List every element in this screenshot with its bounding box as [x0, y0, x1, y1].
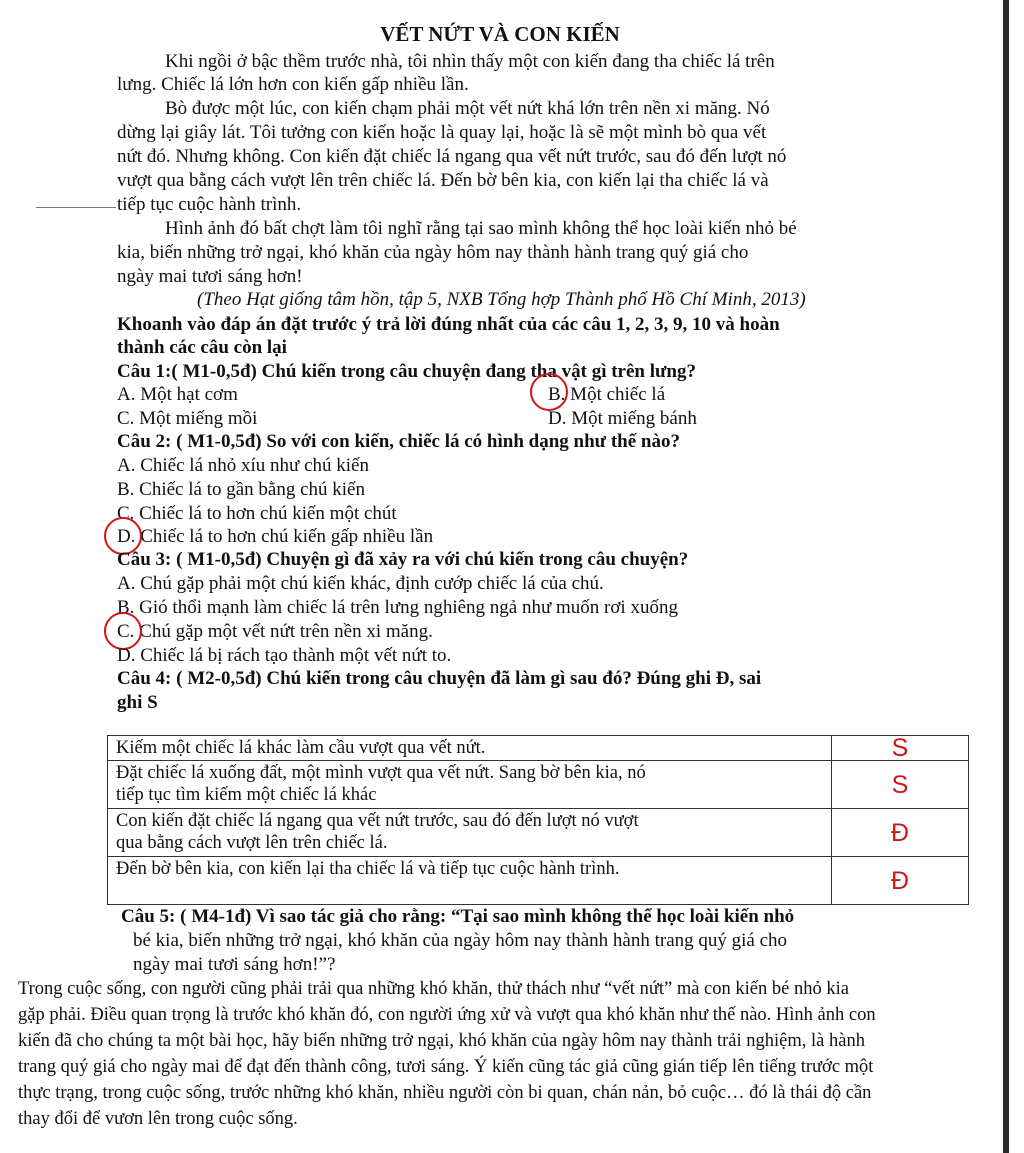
q1-option-b[interactable]: B. Một chiếc lá [548, 384, 666, 405]
q2-option-b[interactable]: B. Chiếc lá to gần bằng chú kiến [117, 479, 365, 500]
question-4: ghi S [117, 692, 158, 713]
story-line: Khi ngồi ở bậc thềm trước nhà, tôi nhìn thấy một con kiến đang tha chiếc lá trên [165, 51, 775, 72]
question-4: Câu 4: ( M2-0,5đ) Chú kiến trong câu chuyện đã làm gì sau đó? Đúng ghi Đ, sai [117, 668, 762, 689]
story-line: kia, biến những trở ngại, khó khăn của ngày hôm nay thành hành trang quý giá cho [117, 242, 749, 263]
q3-option-c[interactable]: C. Chú gặp một vết nứt trên nền xi măng. [117, 621, 433, 642]
q2-option-a[interactable]: A. Chiếc lá nhỏ xíu như chú kiến [117, 455, 369, 476]
q3-option-b[interactable]: B. Gió thổi mạnh làm chiếc lá trên lưng nghiêng ngả như muốn rơi xuống [117, 597, 678, 618]
answer-mark: S [891, 770, 909, 799]
statement-text: Con kiến đặt chiếc lá ngang qua vết nứt trước, sau đó đến lượt nó vượt [116, 811, 639, 831]
question-5 [121, 905, 794, 928]
answer-mark: Đ [890, 866, 910, 895]
true-false-table [107, 735, 969, 905]
statement-text: Đặt chiếc lá xuống đất, một mình vượt qua vết nứt. Sang bờ bên kia, nó [116, 763, 646, 783]
answer-cell[interactable] [832, 809, 969, 857]
story-line: Bò được một lúc, con kiến chạm phải một vết nứt khá lớn trên nền xi măng. Nó [165, 98, 770, 119]
question-2: Câu 2: ( M1-0,5đ) So với con kiến, chiếc lá có hình dạng như thế nào? [117, 431, 680, 452]
answer-cell[interactable] [832, 857, 969, 905]
question-3: Câu 3: ( M1-0,5đ) Chuyện gì đã xảy ra với chú kiến trong câu chuyện? [117, 549, 689, 570]
answer-mark: S [891, 734, 909, 762]
statement-cell [108, 809, 832, 857]
story-line: lưng. Chiếc lá lớn hơn con kiến gấp nhiều lần. [117, 74, 469, 95]
table-row [108, 736, 969, 761]
instruction-line: thành các câu còn lại [117, 337, 287, 358]
table-row [108, 857, 969, 905]
stray-mark [36, 207, 116, 208]
q1-option-c[interactable]: C. Một miếng mồi [117, 408, 258, 429]
q3-option-a[interactable]: A. Chú gặp phải một chú kiến khác, định cướp chiếc lá của chú. [117, 573, 604, 594]
answer-cell[interactable] [832, 761, 969, 809]
statement-text: Kiếm một chiếc lá khác làm cầu vượt qua vết nứt. [116, 738, 486, 758]
q2-option-c[interactable]: C. Chiếc lá to hơn chú kiến một chút [117, 503, 397, 524]
story-title: VẾT NỨT VÀ CON KIẾN [380, 22, 620, 46]
answer-cell[interactable] [832, 736, 969, 761]
statement-cell [108, 857, 832, 905]
story-line: nứt đó. Nhưng không. Con kiến đặt chiếc lá ngang qua vết nứt trước, sau đó đến lượt nó [117, 146, 787, 167]
story-line: ngày mai tươi sáng hơn! [117, 266, 303, 287]
statement-text: qua bằng cách vượt lên trên chiếc lá. [116, 833, 388, 853]
answer-mark: Đ [890, 818, 910, 847]
table-row [108, 761, 969, 809]
story-line: Hình ảnh đó bất chợt làm tôi nghĩ rằng tại sao mình không thể học loài kiến nhỏ bé [165, 218, 797, 239]
story-source: (Theo Hạt giống tâm hồn, tập 5, NXB Tổng hợp Thành phố Hồ Chí Minh, 2013) [197, 289, 806, 310]
q1-option-d[interactable]: D. Một miếng bánh [548, 408, 697, 429]
story-line: vượt qua bằng cách vượt lên trên chiếc lá. Đến bờ bên kia, con kiến lại tha chiếc lá và [117, 170, 769, 191]
statement-text: Đến bờ bên kia, con kiến lại tha chiếc lá và tiếp tục cuộc hành trình. [116, 859, 620, 879]
answer-line: Trong cuộc sống, con người cũng phải trải qua những khó khăn, thử thách như “vết nứt” mà con kiến bé nhỏ kia [18, 979, 849, 999]
q5-answer[interactable] [18, 976, 1003, 1132]
answer-line: kiến đã cho chúng ta một bài học, hãy biến những trở ngại, khó khăn của ngày hôm nay thành trải nghiệm, là hành [18, 1031, 865, 1051]
table-row [108, 809, 969, 857]
question-5-line: bé kia, biến những trở ngại, khó khăn của ngày hôm nay thành hành trang quý giá cho [133, 930, 788, 951]
statement-cell [108, 761, 832, 809]
answer-circle-mark [530, 373, 568, 411]
statement-cell [108, 736, 832, 761]
page-edge [1003, 0, 1009, 1153]
answer-line: gặp phải. Điều quan trọng là trước khó khăn đó, con người ứng xử và vượt qua khó khăn như thế nào. Hình ảnh con [18, 1005, 876, 1025]
question-5-label: Câu 5: ( M4-1đ) Vì sao tác giả cho rằng: “Tại sao mình không thể học loài kiến nhỏ [121, 906, 795, 927]
instruction-line: Khoanh vào đáp án đặt trước ý trả lời đúng nhất của các câu 1, 2, 3, 9, 10 và hoàn [117, 314, 780, 335]
q2-option-d[interactable]: D. Chiếc lá to hơn chú kiến gấp nhiều lần [117, 526, 434, 547]
answer-line: thay đổi để vươn lên trong cuộc sống. [18, 1109, 298, 1129]
q3-option-d[interactable]: D. Chiếc lá bị rách tạo thành một vết nứt to. [117, 645, 452, 666]
answer-line: thực trạng, trong cuộc sống, trước những khó khăn, nhiều người còn bi quan, chán nản, bỏ cuộc… đó là thái độ cần [18, 1083, 872, 1103]
story-line: tiếp tục cuộc hành trình. [117, 194, 302, 215]
answer-line: trang quý giá cho ngày mai để đạt đến thành công, tươi sáng. Ý kiến cũng tác giả cũng gián tiếp lên tiếng trước một [18, 1057, 874, 1077]
q1-option-a[interactable]: A. Một hạt cơm [117, 384, 238, 405]
question-1: Câu 1:( M1-0,5đ) Chú kiến trong câu chuyện đang tha vật gì trên lưng? [117, 361, 696, 382]
statement-text: tiếp tục tìm kiếm một chiếc lá khác [116, 785, 377, 805]
story-line: dừng lại giây lát. Tôi tưởng con kiến hoặc là quay lại, hoặc là sẽ một mình bò qua vết [117, 122, 767, 143]
question-5-line: ngày mai tươi sáng hơn!”? [133, 954, 336, 975]
